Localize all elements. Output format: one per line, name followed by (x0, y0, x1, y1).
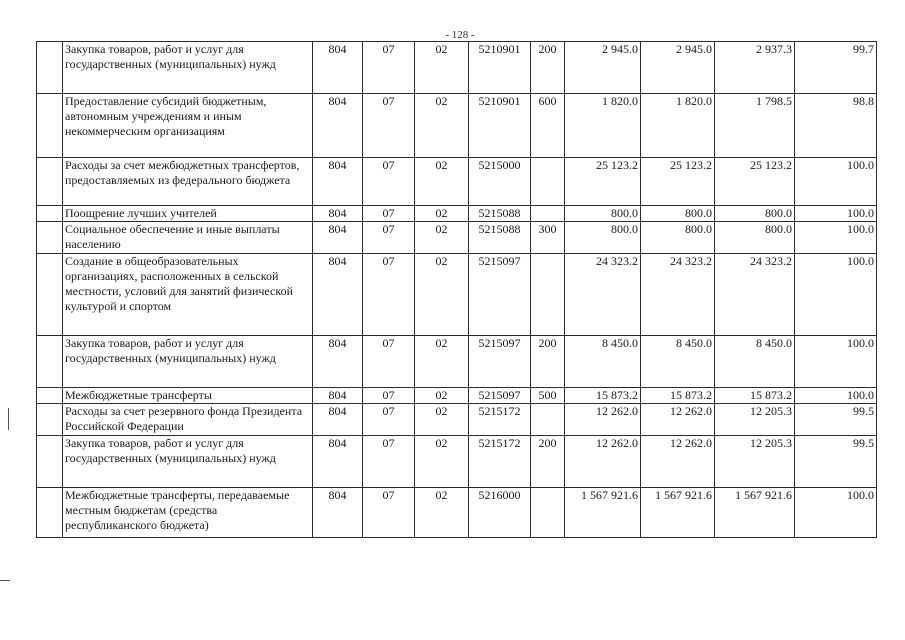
value-1: 25 123.2 (565, 158, 641, 206)
margin-cell (37, 206, 63, 222)
expense-type-code: 500 (531, 388, 565, 404)
section-code: 07 (363, 388, 415, 404)
expense-type-code (531, 206, 565, 222)
value-1: 2 945.0 (565, 42, 641, 94)
section-code: 07 (363, 158, 415, 206)
ministry-code: 804 (313, 488, 363, 538)
value-2: 25 123.2 (641, 158, 715, 206)
value-2: 8 450.0 (641, 336, 715, 388)
percent-value: 99.5 (795, 404, 877, 436)
target-code: 5215088 (469, 206, 531, 222)
subsection-code: 02 (415, 206, 469, 222)
value-2: 24 323.2 (641, 254, 715, 336)
value-3: 24 323.2 (715, 254, 795, 336)
target-code: 5215097 (469, 336, 531, 388)
expense-type-code (531, 488, 565, 538)
section-code: 07 (363, 436, 415, 488)
percent-value: 100.0 (795, 206, 877, 222)
ministry-code: 804 (313, 254, 363, 336)
subsection-code: 02 (415, 488, 469, 538)
value-3: 12 205.3 (715, 436, 795, 488)
margin-cell (37, 222, 63, 254)
section-code: 07 (363, 404, 415, 436)
expense-type-code: 600 (531, 94, 565, 158)
subsection-code: 02 (415, 388, 469, 404)
margin-cell (37, 42, 63, 94)
section-code: 07 (363, 336, 415, 388)
section-code: 07 (363, 222, 415, 254)
target-code: 5215172 (469, 404, 531, 436)
ministry-code: 804 (313, 158, 363, 206)
value-1: 8 450.0 (565, 336, 641, 388)
percent-value: 99.5 (795, 436, 877, 488)
ministry-code: 804 (313, 436, 363, 488)
table-row (37, 42, 877, 94)
ministry-code: 804 (313, 404, 363, 436)
value-2: 800.0 (641, 206, 715, 222)
percent-value: 100.0 (795, 336, 877, 388)
value-3: 12 205.3 (715, 404, 795, 436)
value-2: 12 262.0 (641, 404, 715, 436)
margin-cell (37, 388, 63, 404)
value-3: 2 937.3 (715, 42, 795, 94)
value-1: 1 567 921.6 (565, 488, 641, 538)
value-1: 12 262.0 (565, 436, 641, 488)
margin-cell (37, 254, 63, 336)
target-code: 5215088 (469, 222, 531, 254)
value-3: 800.0 (715, 206, 795, 222)
table-row (37, 94, 877, 158)
section-code: 07 (363, 94, 415, 158)
budget-table (36, 41, 877, 538)
value-1: 15 873.2 (565, 388, 641, 404)
item-name: Расходы за счет резервного фонда Президента Российской Федерации (63, 404, 313, 436)
section-code: 07 (363, 206, 415, 222)
item-name: Расходы за счет межбюджетных трансфертов, предоставляемых из федерального бюджета (63, 158, 313, 206)
table-row (37, 404, 877, 436)
percent-value: 100.0 (795, 254, 877, 336)
value-2: 12 262.0 (641, 436, 715, 488)
expense-type-code: 300 (531, 222, 565, 254)
value-2: 2 945.0 (641, 42, 715, 94)
margin-cell (37, 404, 63, 436)
ministry-code: 804 (313, 388, 363, 404)
subsection-code: 02 (415, 94, 469, 158)
section-code: 07 (363, 488, 415, 538)
expense-type-code: 200 (531, 436, 565, 488)
subsection-code: 02 (415, 436, 469, 488)
value-2: 1 567 921.6 (641, 488, 715, 538)
value-3: 800.0 (715, 222, 795, 254)
value-2: 800.0 (641, 222, 715, 254)
percent-value: 100.0 (795, 158, 877, 206)
margin-cell (37, 94, 63, 158)
value-3: 8 450.0 (715, 336, 795, 388)
value-1: 12 262.0 (565, 404, 641, 436)
expense-type-code (531, 404, 565, 436)
target-code: 5215000 (469, 158, 531, 206)
value-1: 1 820.0 (565, 94, 641, 158)
value-3: 1 567 921.6 (715, 488, 795, 538)
value-1: 800.0 (565, 206, 641, 222)
ministry-code: 804 (313, 336, 363, 388)
percent-value: 99.7 (795, 42, 877, 94)
subsection-code: 02 (415, 336, 469, 388)
item-name: Предоставление субсидий бюджетным, автономным учреждениям и иным некоммерческим организациям (63, 94, 313, 158)
page-number: - 128 - (445, 29, 475, 41)
subsection-code: 02 (415, 42, 469, 94)
section-code: 07 (363, 42, 415, 94)
target-code: 5216000 (469, 488, 531, 538)
subsection-code: 02 (415, 254, 469, 336)
margin-mark (8, 408, 9, 430)
ministry-code: 804 (313, 206, 363, 222)
ministry-code: 804 (313, 42, 363, 94)
item-name: Закупка товаров, работ и услуг для государственных (муниципальных) нужд (63, 436, 313, 488)
expense-type-code: 200 (531, 336, 565, 388)
value-1: 800.0 (565, 222, 641, 254)
table-row (37, 336, 877, 388)
section-code: 07 (363, 254, 415, 336)
item-name: Закупка товаров, работ и услуг для государственных (муниципальных) нужд (63, 42, 313, 94)
value-3: 25 123.2 (715, 158, 795, 206)
item-name: Социальное обеспечение и иные выплаты населению (63, 222, 313, 254)
item-name: Создание в общеобразовательных организациях, расположенных в сельской местности, условий для занятий физической культурой и спортом (63, 254, 313, 336)
table-row (37, 206, 877, 222)
table-row (37, 254, 877, 336)
ministry-code: 804 (313, 222, 363, 254)
expense-type-code (531, 254, 565, 336)
subsection-code: 02 (415, 404, 469, 436)
ministry-code: 804 (313, 94, 363, 158)
value-3: 15 873.2 (715, 388, 795, 404)
percent-value: 98.8 (795, 94, 877, 158)
margin-cell (37, 488, 63, 538)
table-row (37, 436, 877, 488)
table-row (37, 488, 877, 538)
expense-type-code: 200 (531, 42, 565, 94)
percent-value: 100.0 (795, 222, 877, 254)
margin-cell (37, 158, 63, 206)
target-code: 5210901 (469, 94, 531, 158)
margin-cell (37, 436, 63, 488)
subsection-code: 02 (415, 222, 469, 254)
value-1: 24 323.2 (565, 254, 641, 336)
target-code: 5215097 (469, 388, 531, 404)
item-name: Поощрение лучших учителей (63, 206, 313, 222)
target-code: 5210901 (469, 42, 531, 94)
margin-mark (0, 580, 10, 581)
table-row (37, 158, 877, 206)
margin-cell (37, 336, 63, 388)
expense-type-code (531, 158, 565, 206)
table-row (37, 222, 877, 254)
item-name: Межбюджетные трансферты (63, 388, 313, 404)
table-row (37, 388, 877, 404)
subsection-code: 02 (415, 158, 469, 206)
item-name: Закупка товаров, работ и услуг для государственных (муниципальных) нужд (63, 336, 313, 388)
value-3: 1 798.5 (715, 94, 795, 158)
value-2: 15 873.2 (641, 388, 715, 404)
item-name: Межбюджетные трансферты, передаваемые местным бюджетам (средства республиканского бюджета) (63, 488, 313, 538)
value-2: 1 820.0 (641, 94, 715, 158)
percent-value: 100.0 (795, 488, 877, 538)
target-code: 5215097 (469, 254, 531, 336)
target-code: 5215172 (469, 436, 531, 488)
percent-value: 100.0 (795, 388, 877, 404)
